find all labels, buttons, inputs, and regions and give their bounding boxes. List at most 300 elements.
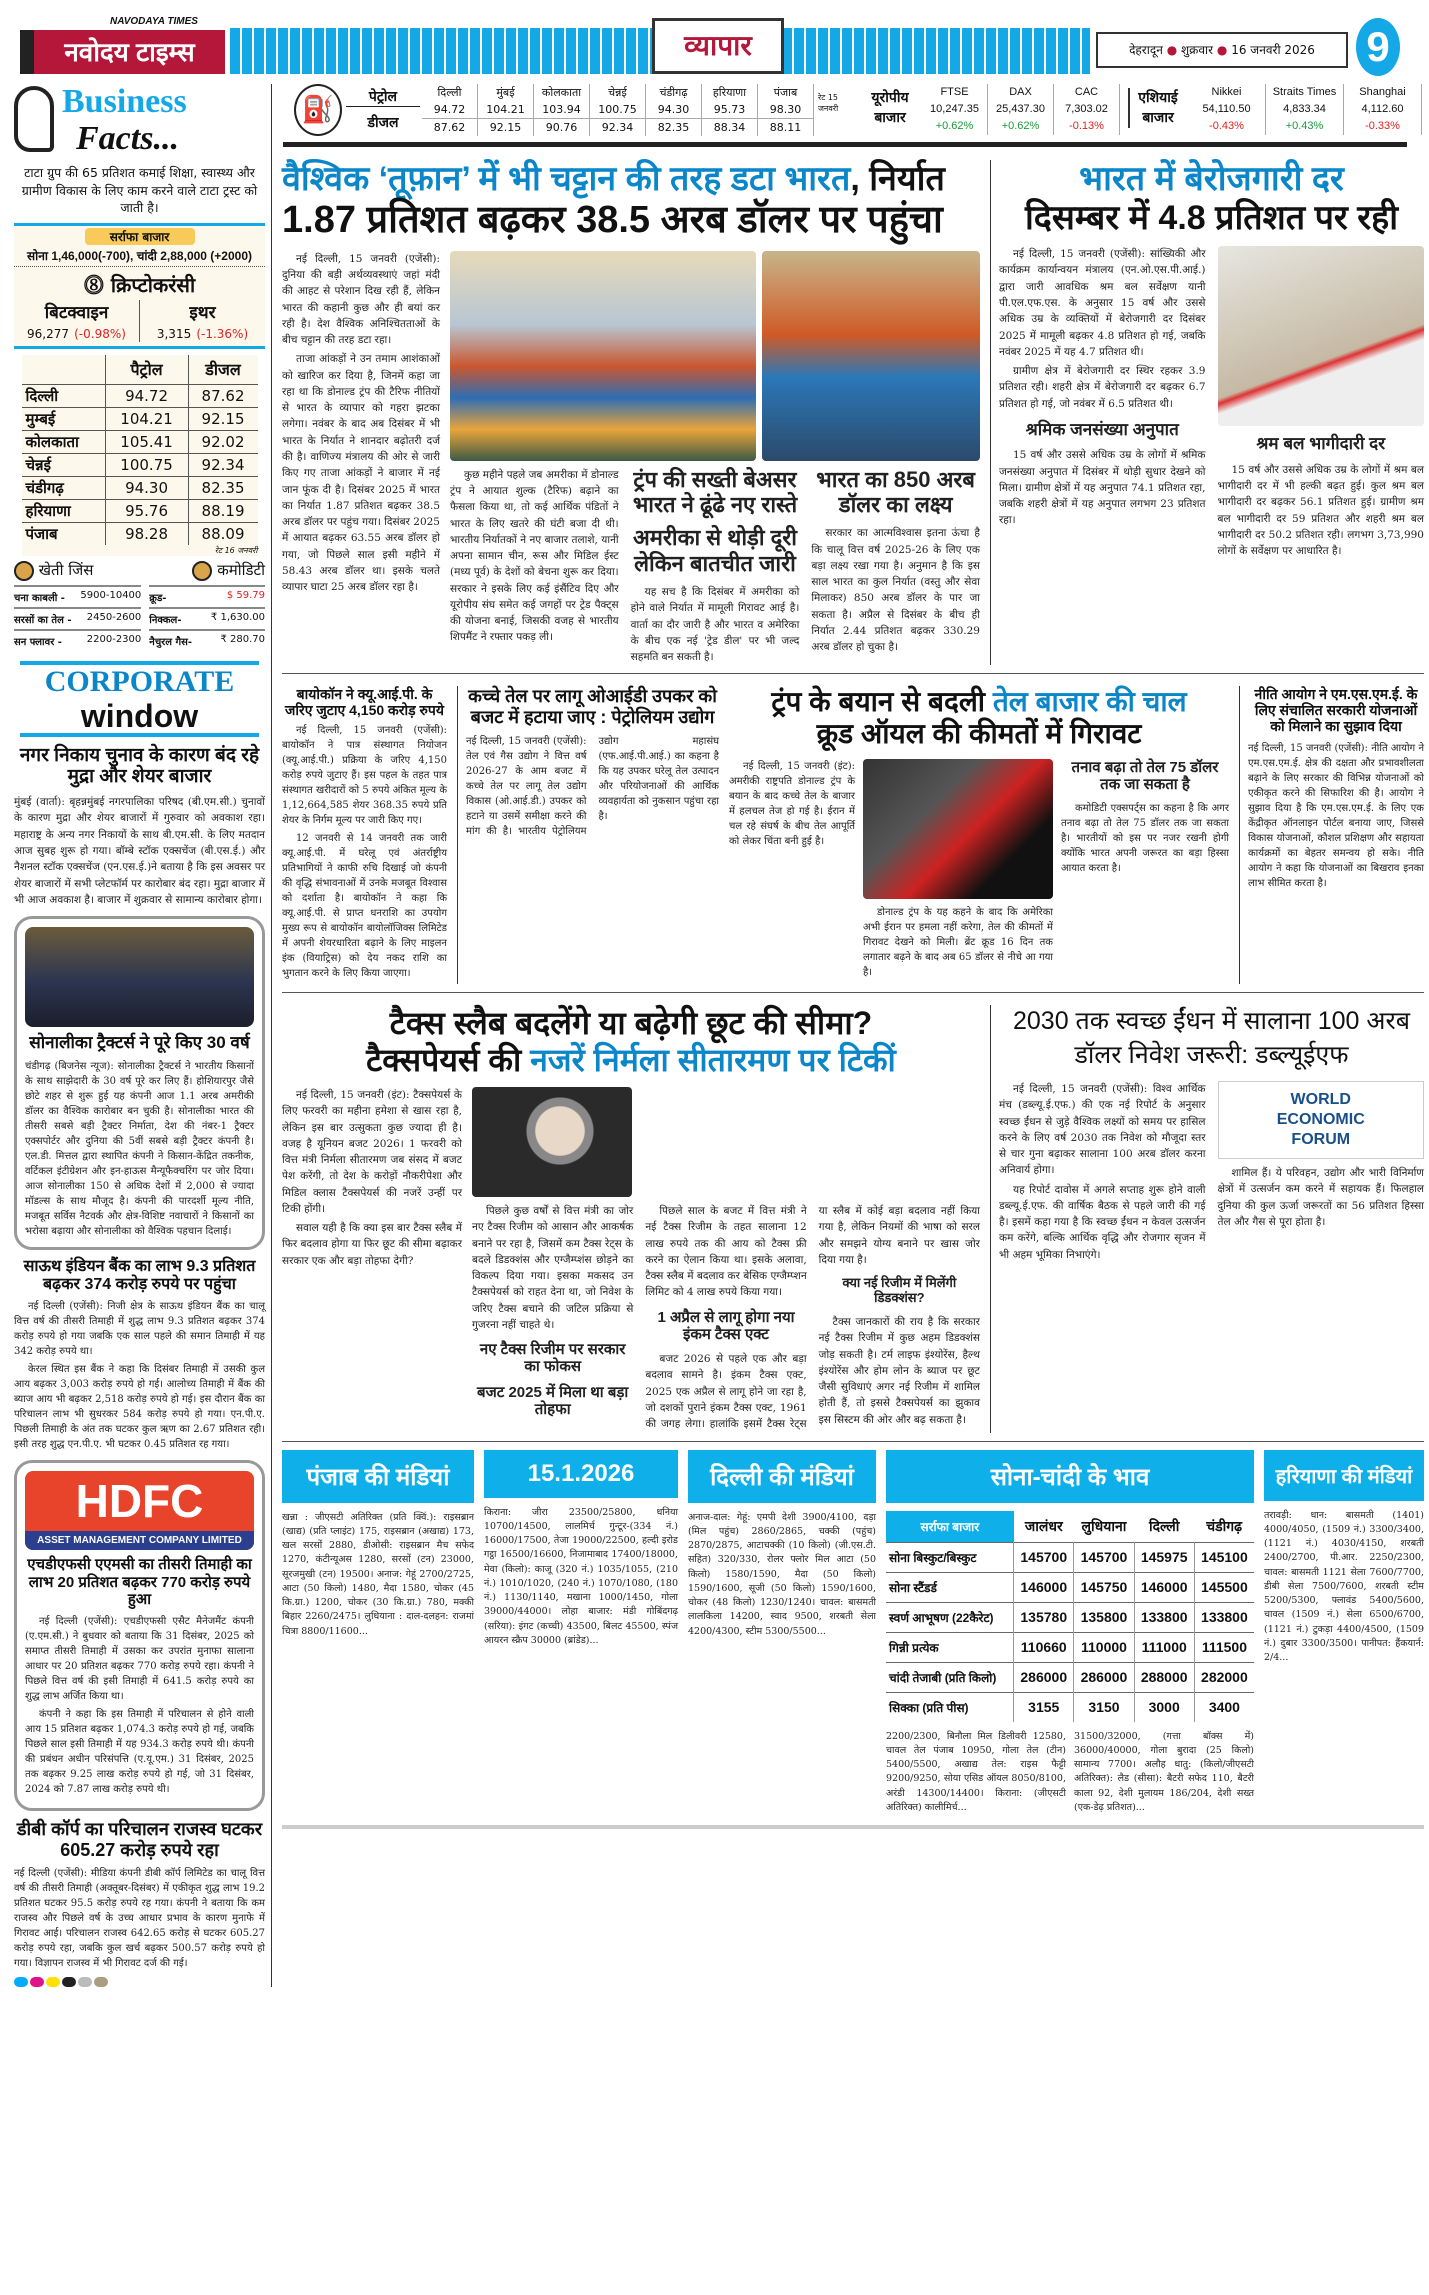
crypto-name: इथर [189,302,216,323]
story-body: यह सच है कि दिसंबर में अमरीका को होने वाले निर्यात में मामूली गिरावट आई है। वार्ता का दौर जारी है और भारत व अमेरिका के बीच एक नई 'ट्रेड डील' पर भी जल्द सहमति बन सकती है। [630,585,800,664]
gold-rate: 3400 [1194,1692,1254,1722]
index-name: CAC [1074,86,1099,98]
city: देहरादून [1129,43,1163,57]
commodity-name: नैचुरल गैस- [149,636,193,648]
ticker-diesel-price: 92.15 [489,121,522,134]
crude-body-col1 [729,759,855,983]
story-body: नई दिल्ली, 15 जनवरी (इंट): अमरीकी राष्ट्रपति डोनाल्ड ट्रंप के बयान के बाद कच्चे तेल के बाजार में हलचल तेज हो गई है। ईरान में चल रहे संघर्ष के बीच तेल आपूर्ति को लेकर चिंता बनी हुई है। [729,760,855,847]
story-headline: सोनालीका ट्रैक्टर्स ने पूरे किए 30 वर्ष [29,1033,250,1053]
subheading: क्या नई रिजीम में मिलेंगी डिडक्शंस? [842,1275,957,1306]
gold-table-header [886,1511,1254,1543]
ticker-city-name: कोलकाता [541,86,582,99]
fuel-note-row [22,545,258,556]
day: शुक्रवार [1181,43,1214,57]
masthead [20,16,1410,78]
european-market-label: यूरोपीय बाजार [871,90,909,126]
index-change: -0.43% [1209,120,1244,132]
gold-rate: 3000 [1134,1692,1194,1722]
haryana-mandi-text: तरावड़ी: धान: बासमती (1401) 4000/4050, (1509 नं.) 3300/3400, (1121 नं.) 4030/4150, शरबती 2400/2700, पी.आर. 2250/2300, चावल: बासमती 1121 सेला 7600/7700, डीबी सेला 7500/7600, शरबती स्टीम 5200/5300, फ्लावंड 5400/5600, चावल (1509 नं.) सेला 6500/6700, (1121 नं.) टुकड़ा 4400/4500, (1509 नं.) दुबार 3300/3500। पानीपत: हैंकयार्न: 2/4... [1264,1509,1424,1663]
story-body: 15 वर्ष और उससे अधिक उम्र के लोगों में श्रम बल भागीदारी दर में भी हल्की बढ़त हुई। कुल श्रम बल भागीदारी दर बढ़कर 56.1 प्रतिशत हुई। ग्रामीण श्रम बल भागीदारी दर 59 प्रतिशत और शहरी श्रम बल भागीदारी दर 50.2 प्रतिशत रही। लगभग 3,73,990 लोगों के सर्वेक्षण पर आधारित है। [1217,463,1424,558]
ticker-city [702,84,758,136]
story-body: नई दिल्ली, 15 जनवरी (एजेंसी): सांख्यिकी और कार्यक्रम कार्यान्वयन मंत्रालय (एन.ओ.एस.पी.आई.) द्वारा जारी आवधिक श्रम बल सर्वेक्षण यानी पी.एल.एफ.एस. के अनुसार 15 वर्ष और उससे अधिक उम्र के व्यक्तियों में बेरोजगारी दर दिसंबर 2025 में मामूली बढ़कर 4.8 प्रतिशत हो गई, जबकि नवंबर 2025 में यह 4.7 प्रतिशत थी। [999,248,1206,358]
unemployment-body [999,246,1424,559]
export-body-cols [450,467,980,666]
export-story [282,160,980,665]
index-name: Nikkei [1211,86,1242,98]
european-indices [922,84,1120,135]
sonalika-award-photo [25,927,254,1027]
cargo-ship-photo [762,251,980,461]
masthead-english-name: NAVODAYA TIMES [110,16,198,27]
fuel-city: चेन्नई [25,456,51,474]
fuel-table-row [22,523,258,546]
kheti-name: सन फ्लावर - [14,636,62,648]
wef-headline: 2030 तक स्वच्छ ईंधन में सालाना 100 अरब डॉलर निवेश जरूरी: डब्ल्यूईएफ [1013,1007,1410,1070]
mandi-section [282,1446,1424,1816]
port-containers-photo [450,251,756,461]
crypto-bitcoin [14,300,140,342]
index-name: Straits Times [1272,86,1337,98]
ticker-petrol-price: 100.75 [590,101,645,119]
south-indian-bank-story [14,1258,265,1453]
headline-black: , निर्यात [850,160,945,198]
index-name: DAX [1009,86,1032,98]
ticker-city [422,84,478,136]
index-item [1344,84,1422,135]
ticker-city-name: हरियाणा [712,86,747,99]
sarafa-label: सर्राफा बाजार [85,228,195,245]
story-body: ताजा आंकड़ों ने उन तमाम आशंकाओं को खारिज कर दिया है, जिनमें कहा जा रहा था कि डोनाल्ड ट्रंप की टैरिफ नीतियों से भारत के व्यापार को गहरा झटका लगेगा। नवंबर के बाद अब दिसंबर में भी भारत के निर्यात ने शानदार बढ़ोतरी दर्ज की है। वाणिज्य मंत्रालय की ओर से जारी किए गए ताजा आंकड़ों ने बाजार में नई जान फूंक दी है। दिसंबर 2025 में भारत का निर्यात 1.87 प्रतिशत बढ़कर 38.5 अरब डॉलर पर पहुंच गया। दिसंबर 2025 में आयात बढ़कर 63.55 अरब डॉलर हो गया, जो पिछले साल इसी महीने में 58.43 अरब डॉलर था। इसके चलते व्यापार घाटा 25 अरब डॉलर रहा है। [282,353,440,594]
kheti-price: 5900-10400 [80,589,142,601]
dollar-coin-icon: ⓼ [83,272,104,297]
index-value: 4,833.34 [1283,103,1326,115]
wef-logo-text: WORLD [1290,1090,1351,1108]
crude-oil-story [729,686,1229,984]
gold-rate: 145975 [1134,1542,1194,1572]
gold-rate: 135780 [1014,1602,1074,1632]
ticker-petrol-price: 94.30 [646,101,701,119]
hdfc-box [14,1460,265,1811]
gold-column-header: जालंधर [1024,1517,1063,1534]
fuel-table-row [22,431,258,454]
headline-line2: क्रूड ऑयल की कीमतों में गिरावट [816,718,1142,750]
fuel-icon-cell [22,355,106,385]
fuel-table-header [22,355,258,385]
ticker-diesel-price: 92.34 [601,121,634,134]
color-registration-marks [14,1977,265,1987]
fuel-price: 92.34 [188,454,257,477]
fuel-price: 88.19 [188,500,257,523]
ticker-city [590,84,646,136]
gold-item: सोना बिस्कुट/बिस्कुट [889,1550,977,1565]
wef-logo [1218,1081,1425,1159]
kheti-title [14,560,93,581]
story-body: पिछले कुछ वर्षों से वित्त मंत्री का जोर नए टैक्स रिजीम को आसान और आकर्षक बनाने पर रहा है, जिसमें कम टैक्स रेट्स के बदले डिडक्शंस और एग्जैम्प्शंस छोड़ने का विकल्प दिया गया। इसका मकसद उन टैक्सपेयर्स को राहत देना था, जो निवेश के जरिए टैक्स बचाने की जटिल प्रक्रिया से गुजरना नहीं चाहते थे। [472,1205,634,1331]
ticker-city-name: पंजाब [773,86,798,99]
subheading: तनाव बढ़ा तो तेल 75 डॉलर तक जा सकता है [1071,758,1219,793]
ticker-city-name: मुंबई [496,86,515,99]
top-section [282,152,1424,674]
story-body: बजट 2026 से पहले एक और बड़ा बदलाव सामने है। इंकम टैक्स एक्ट, 2025 एक अप्रैल से लागू होने जा रहा है, जो दशकों पुराने इंकम टैक्स एक्ट, 1961 की जगह लेगा। हालांकि इसमें टैक्स रेट्स या स्लैब में कोई बड़ा बदलाव नहीं किया गया है, लेकिन नियमों की भाषा को सरल और समझने योग्य बनाने पर खास जोर दिया गया है। [645,1205,980,1431]
wheat-badge-icon [192,561,212,581]
fuel-note: रेट 16 जनवरी [214,546,258,555]
delhi-mandi-text: अनाज-दाल: गेहूं: एमपी देशी 3900/4100, दड़ा (मिल पहुंच) 2860/2865, चक्की (पहुंच) 2870/2875, आटाचक्की (10 किलो) (जी.एस.टी. सहित) 320/330, रोलर फ्लोर मिल आटा (50 किलो) 1580/1590, मैदा (50 किलो) 1590/1600, सूजी (50 किलो) 1590/1600, चोकर (48 किलो) 1230/1240। चावल: बासमती लालकिला 14200, स्वाद 9500, शरबती सेला 4200/4300, स्टीम 5300/5500... [688,1511,876,1637]
headline-blue: नजरें निर्मला सीतारमण पर टिकीं [530,1042,896,1079]
crude-oil-barrels-photo [863,759,1053,899]
story-body: नई दिल्ली, 15 जनवरी (एजेंसी): नीति आयोग ने एम.एस.एम.ई. क्षेत्र की दक्षता और प्रभावशीलता बढ़ाने के लिए सरकार की विभिन्न योजनाओं को एकीकृत करने की सिफारिश की है। आयोग ने सुझाव दिया है कि एम.एस.एम.ई. के लिए एक केंद्रीकृत ऑनलाइन पोर्टल बनाया जाए, जिससे विकास योजनाओं, कौशल प्रशिक्षण और सहायता कार्यक्रमों का बेहतर समन्वय हो सके। नीति आयोग ने कहा कि योजनाओं का बिखराव इनका लाभ सीमित करता है। [1248,742,1424,889]
facts-subtitle: Facts... [76,120,179,157]
fact-text: टाटा ग्रुप की 65 प्रतिशत कमाई शिक्षा, स्वास्थ्य और ग्रामीण विकास के लिए काम करने वाले टाटा ट्रस्ट को जाती है। [21,165,258,215]
sarafa-rates: सोना 1,46,000(-700), चांदी 2,88,000 (+2000) [14,247,265,267]
gold-table-row [886,1572,1254,1602]
subheading: ट्रंप की सख्ती बेअसर भारत ने ढूंढे नए रास्ते [632,466,798,518]
index-change: -0.13% [1069,120,1104,132]
subheading: 1 अप्रैल से लागू होगा नया इंकम टैक्स एक्ट [657,1308,795,1343]
wef-story [990,1005,1424,1432]
fuel-city: मुम्बई [25,410,56,428]
ticker-diesel-price: 90.76 [545,121,578,134]
fuel-city: दिल्ली [25,387,59,405]
gold-column-header: लुधियाना [1081,1517,1127,1534]
headline-line2: दिसम्बर में 4.8 प्रतिशत पर रही [1024,199,1399,238]
fuel-table-row [22,454,258,477]
story-body: टैक्स जानकारों की राय है कि सरकार नई टैक्स रिजीम में कुछ अहम डिडक्शंस जोड़ सकती है। टर्म लाइफ इंश्योरेंस, हैल्थ इंश्योरेंस और होम लोन के ब्याज पर छूट जैसी सुविधाएं अगर नई रिजीम में शामिल होती हैं, तो इससे टैक्सपेयर्स का झुकाव इस सिस्टम की ओर और बढ़ सकता है। [818,1316,980,1426]
index-value: 4,112.60 [1361,103,1404,115]
gold-column-header: सर्राफा बाजार [886,1511,1014,1543]
delhi-mandi-header: दिल्ली की मंडियां [688,1450,876,1503]
punjab-mandi [282,1450,474,1816]
fuel-table-row [22,385,258,408]
ticker-diesel-price: 88.34 [713,121,746,134]
ticker-diesel-price: 88.11 [769,121,802,134]
gold-rate: 145100 [1194,1542,1254,1572]
ticker-petrol-price: 95.73 [702,101,757,119]
gold-column-header: चंडीगढ़ [1206,1517,1243,1534]
tax-body-col1 [282,1087,462,1432]
story-body: नई दिल्ली, 15 जनवरी (इंट): टैक्सपेयर्स के लिए फरवरी का महीना हमेशा से खास रहा है, लेकिन इस बार उत्सुकता कुछ ज्यादा ही है। वजह है यूनियन बजट 2026। 1 फरवरी को वित्त मंत्री निर्मला सीतारमण जब संसद में बजट पेश करेंगी, तो देश के करोड़ों नौकरीपेशा और मिडिल क्लास टैक्सपेयर्स की नजरें उन्हीं पर टिकी होंगी। [282,1089,462,1215]
index-item [1188,84,1266,135]
fuel-price: 104.21 [105,408,188,431]
story-headline: नगर निकाय चुनाव के कारण बंद रहे मुद्रा और शेयर बाजार [19,744,260,788]
gold-rate: 110000 [1074,1632,1134,1662]
head-silhouette-icon [14,86,54,152]
asian-indices [1188,84,1422,135]
gold-table-row [886,1542,1254,1572]
kheti-price: 2200-2300 [86,633,142,645]
ticker-diesel-price: 87.62 [433,121,466,134]
market-ticker [290,84,1425,138]
corporate-title: CORPORATE [44,664,235,698]
crypto-change: (-1.36%) [196,326,249,341]
story-headline: कच्चे तेल पर लागू ओआईडी उपकर को बजट में हटाया जाए : पेट्रोलियम उद्योग [468,686,717,727]
headline-blue: वैश्विक ‘तूफ़ान’ में भी चट्टान की तरह डटा भारत [282,160,851,198]
ticker-fuel-note: रेट 15 जनवरी [818,93,839,113]
gold-item: चांदी तेजाबी (प्रति किलो) [889,1670,997,1685]
section-text: व्यापार [684,30,752,61]
index-change: +0.62% [1001,120,1040,132]
index-value: 54,110.50 [1202,103,1251,115]
gold-rate: 110660 [1014,1632,1074,1662]
haryana-mandi-header: हरियाणा की मंडियां [1264,1450,1424,1501]
gold-rate: 145700 [1014,1542,1074,1572]
tax-section [282,997,1424,1441]
story-body: 12 जनवरी से 14 जनवरी तक जारी क्यू.आई.पी. में घरेलू एवं अंतर्राष्ट्रीय प्रतिभागियों ने काफी रुचि दिखाई जो कंपनी की वृद्धि संभावनाओं में उनके मजबूत विश्वास को दर्शाता है। बायोकॉन ने कहा कि क्यू.आई.पी. से प्राप्त धनराशि का उपयोग मुख्य रूप से बायोकॉन बायोलॉजिक्स लिमिटेड में अपनी शेयरधारिता बढ़ाने के लिए माइलन इंक (वियाट्रिस) को देय नकद राशि का भुगतान करने के लिए किया जाएगा। [282,833,447,980]
hdfc-amc-logo [25,1471,254,1550]
story-body: मुंबई (वार्ता): बृहन्नमुंबई नगरपालिका परिषद (बी.एम.सी.) चुनावों के कारण मुद्रा और शेयर बाजारों में गुरुवार को अवकाश रहा। महाराष्ट्र के अन्य नगर निकायों के साथ बी.एम.सी. के लिए मतदान आज सुबह शुरू हो गया। बॉम्बे स्टॉक एक्सचेंज (बी.एस.ई.) और नैशनल स्टॉक एक्सचेंज (एन.एस.ई.)ने बताया है कि इस अवसर पर शेयर बाजारों में सभी प्लेटफॉर्म पर कारोबार बंद रहा। मुद्रा बाजार में भी आज अवकाश है। बाजार में शुक्रवार से सामान्य कारोबार होगा। [14,796,265,906]
fuel-price: 88.09 [188,523,257,546]
gold-item: स्वर्ण आभूषण (22कैरेट) [889,1610,994,1625]
fuel-price: 100.75 [105,454,188,477]
index-name: FTSE [940,86,969,98]
headline-line1: टैक्स स्लैब बदलेंगे या बढ़ेगी छूट की सीमा? [389,1005,873,1042]
punjab-mandi-header: पंजाब की मंडियां [282,1450,474,1503]
index-value: 7,303.02 [1065,103,1108,115]
index-item [922,84,988,135]
gold-table-row [886,1602,1254,1632]
headline-line2: 1.87 प्रतिशत बढ़कर 38.5 अरब डॉलर पर पहुंचा [282,199,943,242]
kheti-commodity [14,560,265,651]
gold-column-header: दिल्ली [1148,1517,1180,1534]
tax-story [282,1005,980,1432]
fuel-city: कोलकाता [25,433,79,451]
story-body: नई दिल्ली (एजेंसी): एचडीएफसी एसैट मैनेजमैंट कंपनी (ए.एम.सी.) ने बुधवार को बताया कि 31 दिसंबर, 2025 को समाप्त तीसरी तिमाही में उसका कर उपरांत मुनाफा सालाना आधार पर 20 प्रतिशत बढ़कर 770 करोड़ रुपये रहा। कंपनी ने पिछले वित्त वर्ष की इसी तिमाही में 641.5 करोड़ रुपये का शुद्ध लाभ अर्जित किया था। [25,1616,254,1703]
unemployment-chart-photo [1218,246,1425,426]
niti-aayog-story [1239,686,1424,984]
story-body: सवाल यही है कि क्या इस बार टैक्स स्लैब में फिर बदलाव होगा या फिर छूट की सीमा बढ़ाकर सरकार एक और बड़ा तोहफा देगी? [282,1222,462,1267]
crypto-ether [140,300,265,342]
date: 16 जनवरी 2026 [1231,43,1315,57]
story-body: केरल स्थित इस बैंक ने कहा कि दिसंबर तिमाही में उसकी कुल आय बढ़कर 3,003 करोड़ रुपये हो गई। आलोच्य तिमाही में बैंक की ब्याज आय भी बढ़कर 2,518 करोड़ रुपये हो गई। इस दौरान बैंक का परिचालन लाभ भी सुधरकर 584 करोड़ रुपये हो गया। एन.पी.ए. पिछली तिमाही के अंत तक घटकर कुल ऋण का 2.67 प्रतिशत रही। इसी तरह शुद्ध एन.पी.ए. भी घटकर 0.45 प्रतिशत रह गया। [14,1364,265,1451]
corporate-window-banner [20,661,259,737]
hdfc-logo-subtext: ASSET MANAGEMENT COMPANY LIMITED [25,1531,254,1550]
gold-item: सोना स्टैंडर्ड [889,1580,937,1595]
date-header: 15.1.2026 [484,1450,678,1498]
kheti-row [14,585,141,607]
story-body: डोनाल्ड ट्रंप के यह कहने के बाद कि अमेरिका अभी ईरान पर हमला नहीं करेगा, तेल की कीमतों में गिरावट देखने को मिली। ब्रेंट क्रूड 16 दिन तक लगातार बढ़ने के बाद अब 65 डॉलर से नीचे आ गया है। [863,906,1053,978]
story-headline: एचडीएफसी एएमसी का तीसरी तिमाही का लाभ 20 प्रतिशत बढ़कर 770 करोड़ रुपये हुआ [27,1556,252,1608]
fuel-city: पंजाब [25,525,58,543]
fuel-price-table [22,355,258,557]
gold-item: सिक्का (प्रति पीस) [889,1700,969,1715]
date-mandi-text: किराना: जीरा 23500/25800, धनिया 10700/14500, लालमिर्च गुन्टूर-(334 नं.) 16000/17500, तेजा 19000/22500, हल्दी इरोड गट्ठा 16500/16600, निजामाबाद 17400/18000, मेवा (किलो): काजू (320 नं.) 1035/1055, (210 नं.) 1010/1020, (240 नं.) 1070/1080, (180 नं.) 1130/1140, मखाना 1000/1450, गोला 39000/44000। लोहा बाजार: मंडी गोबिंदगढ़ (सरिया): इंगट (कच्ची) 43500, बिलट 45500, स्पंज आयरन स्क्रैप 30000 (ब्रांडेड)... [484,1506,678,1646]
commodity-price: ₹ 1,630.00 [210,611,265,623]
story-headline: नीति आयोग ने एम.एस.एम.ई. के लिए संचालित सरकारी योजनाओं को मिलाने का सुझाव दिया [1254,686,1418,735]
headline-black: ट्रंप के बयान से बदली [771,686,993,718]
ticker-diesel-price: 82.35 [657,121,690,134]
gold-rate: 286000 [1074,1662,1134,1692]
story-body: नई दिल्ली, 15 जनवरी (एजेंसी): विश्व आर्थिक मंच (डब्ल्यू.ई.एफ.) की एक नई रिपोर्ट के अनुसार स्वच्छ ईंधन से जुड़े वैश्विक लक्ष्यों को समय पर हासिल करने के लिए वर्ष 2030 तक निवेश को मौजूदा स्तर से चार गुना बढ़ाकर सालाना 100 अरब डॉलर करना अनिवार्य होगा। [999,1082,1206,1177]
gold-rate: 146000 [1014,1572,1074,1602]
commodity-row [149,607,265,629]
index-value: 10,247.35 [930,103,979,115]
biocon-story [282,686,447,984]
ticker-city [758,84,814,136]
subheading: नए टैक्स रिजीम पर सरकार का फोकस [479,1341,626,1376]
bottom-rule [282,1825,1424,1829]
story-body: नई दिल्ली (एजेंसी): मीडिया कंपनी डीबी कॉर्प लिमिटेड का चालू वित्त वर्ष की तीसरी तिमाही (अक्तूबर-दिसंबर) में एकीकृत शुद्ध लाभ 19.2 प्रतिशत घटकर 95.5 करोड़ रुपये रह गया। कंपनी ने बताया कि कम राजस्व और पिछले वर्ष के उच्च आधार प्रभाव के कारण मुनाफे में गिरावट आई। परिचालन राजस्व 642.65 करोड़ से घटकर 605.27 करोड़ रुपये रहा, जबकि कुल खर्च बढ़कर 500.57 करोड़ रुपये हो गया। विज्ञापन राजस्व में भी गिरावट दर्ज की गई। [14,1867,265,1969]
subheading: श्रमिक जनसंख्या अनुपात [1025,419,1179,439]
ticker-petrol-price: 104.21 [478,101,533,119]
fuel-price: 98.28 [105,523,188,546]
kheti-price: 2450-2600 [86,611,142,623]
subheading: बजट 2025 में मिला था बड़ा तोहफा [477,1383,629,1418]
gold-rate: 111000 [1134,1632,1194,1662]
story-body: 15 वर्ष और उससे अधिक उम्र के लोगों में श्रमिक जनसंख्या अनुपात में दिसंबर में थोड़ी सुधार देखने को मिला। ग्रामीण क्षेत्रों में यह अनुपात 74.1 प्रतिशत रहा, जबकि शहरी क्षेत्रों में यह अनुपात लगभग 23 प्रतिशत रहा। [999,449,1206,527]
export-headline [282,160,980,243]
sarafa-crypto-box [14,223,265,349]
date-mandi [484,1450,678,1816]
subheading: श्रम बल भागीदारी दर [1256,434,1386,454]
ticker-divider [283,142,1407,147]
unemployment-story [990,160,1424,665]
gold-rate: 3155 [1014,1692,1074,1722]
story-body: कुछ महीने पहले जब अमरीका में डोनाल्ड ट्रंप ने आयात शुल्क (टैरिफ) बढ़ाने का फैसला किया था, तो कई आर्थिक पंडितों ने भारत के लिए खतरे की घंटी बजा दी थी। भारतीय निर्यातकों ने नए बाजार तलाशे, यानी अपना सामान चीन, रूस और मिडिल ईस्ट (मध्य पूर्व) के देशों को बेचना शुरू कर दिया। सरकार ने इसके लिए कई इंसैंटिव दिए और यूरोपीय संघ समेत कई जगहों पर ट्रेड पैक्ट्स की योजना बनाई, जिसकी वजह से भारतीय शिपमैंट ने रफ्तार पकड़ ली। [450,468,619,644]
fuel-price: 95.76 [105,500,188,523]
gold-rate: 145700 [1074,1542,1134,1572]
story-body: नई दिल्ली (एजेंसी): निजी क्षेत्र के साऊथ इंडियन बैंक का चालू वित्त वर्ष की तीसरी तिमाही में शुद्ध लाभ 9.3 प्रतिशत बढ़कर 374 करोड़ रुपये हो गया जबकि एक साल पहले की समान तिमाही में यह 342 करोड़ रुपये था। [14,1301,265,1358]
story-body: कंपनी ने कहा कि इस तिमाही में परिचालन से होने वाली आय 15 प्रतिशत बढ़कर 1,074.3 करोड़ रुपये हो गई, जबकि पिछले साल इसी तिमाही में यह 934.3 करोड़ रुपये थी। कंपनी की प्रबंधन अधीन परिसंपत्ति (ए.यू.एम.) 31 दिसंबर, 2025 तक बढ़कर 9.25 लाख करोड़ रुपये हो गई, जो 31 दिसंबर, 2024 को 7.87 लाख करोड़ रुपये थी। [25,1709,254,1796]
gold-rate: 145500 [1194,1572,1254,1602]
story-body: नई दिल्ली, 15 जनवरी (एजेंसी): तेल एवं गैस उद्योग ने वित्त वर्ष 2026-27 के आम बजट में कच्चे तेल पर लागू तेल उद्योग विकास (ओ.आई.डी.) उपकर को हटाने या उसमें समीक्षा करने की मांग की है। भारतीय पेट्रोलियम उद्योग महासंघ (एफ.आई.पी.आई.) का कहना है कि यह उपकर घरेलू तेल उत्पादन और परियोजनाओं की आर्थिक व्यवहार्यता को नुकसान पहुंचा रहा है। [466,735,719,837]
gold-table-row [886,1662,1254,1692]
ticker-city [646,84,702,136]
fuel-price: 92.15 [188,408,257,431]
fuel-price: 94.72 [105,385,188,408]
wheat-badge-icon [14,561,34,581]
ticker-city [478,84,534,136]
headline-blue: तेल बाजार की चाल [992,686,1187,718]
commodity-price: $ 59.79 [226,589,265,601]
ticker-petrol-label: पेट्रोल [346,87,420,107]
gold-table-row [886,1632,1254,1662]
commodity-price: ₹ 280.70 [220,633,265,645]
oid-story [457,686,719,984]
main-area [282,152,1424,1829]
kheti-row [14,629,141,651]
fuel-table-row [22,477,258,500]
ticker-city-prices [422,84,814,136]
nagar-nikay-story [14,745,265,909]
crude-body-cols [863,905,1053,980]
haryana-mandi [1264,1450,1424,1816]
fuel-price: 94.30 [105,477,188,500]
gold-rate: 288000 [1134,1662,1194,1692]
business-facts [14,84,265,160]
db-corp-story [14,1819,265,1970]
sonalika-box [14,916,265,1250]
commodity-row [149,629,265,651]
left-sidebar [14,84,272,1987]
gold-rate: 145750 [1074,1572,1134,1602]
gold-silver-rates-table [886,1511,1254,1722]
export-body-col1 [282,251,440,666]
crude-oil-headline [729,686,1229,750]
second-section [282,678,1424,993]
kheti-row [14,607,141,629]
fuel-table-row [22,408,258,431]
ticker-petrol-price: 103.94 [534,101,589,119]
index-name: Shanghai [1359,86,1406,98]
window-title: window [80,697,199,734]
commodity-name: क्रूड- [149,592,167,604]
asian-market-label: एशियाई बाजार [1128,88,1186,128]
index-change: +0.43% [1285,120,1324,132]
tax-headline [282,1005,980,1079]
story-body: नई दिल्ली, 15 जनवरी (एजेंसी): दुनिया की बड़ी अर्थव्यवस्थाएं जहां मंदी की आहट से परेशान दिख रही हैं, लेकिन भारत की कहानी कुछ और ही बयां कर रही है। देश वैश्विक अनिश्चितताओं के बीच चट्टान की तरह डटा रहा। [282,252,440,347]
gold-rate: 135800 [1074,1602,1134,1632]
page-number: 9 [1356,18,1400,76]
fuel-city: हरियाणा [25,502,71,520]
story-body: चंडीगढ़ (बिजनेस न्यूज): सोनालीका ट्रैक्टर्स ने भारतीय किसानों के साथ साझेदारी के 30 वर्ष पूरे कर लिए हैं। होशियारपुर जैसे छोटे शहर से शुरू हुई यह कंपनी आज 1.1 अरब अमरीकी डॉलर का वैश्विक कारोबार बन चुकी है। सोनालीका भारत की तीसरी सबसे बड़ी ट्रैक्टर निर्माता, देश की नंबर-1 ट्रैक्टर एक्सपोर्टर और दुनिया की 5वीं सबसे बड़ी ट्रैक्टर कंपनी है। एल.डी. मित्तल द्वारा स्थापित कंपनी ने किसान-केंद्रित तकनीक, वर्टिकल इंटीग्रेशन और इन-हाऊस मैन्यूफैक्चरिंग पर जोर दिया। आज सोनालीका 150 से अधिक देशों में 2,000 से ज्यादा मॉडल्स के साथ मौजूद है। कंपनी की पारदर्शी मूल्य नीति, मजबूत सर्विस नैटवर्क और क्षेत्र-विशिष्ट नवाचारों ने किसानों का भरोसा बढ़ाया और सोनालीका को वैश्विक पहचान दिलाई। [25,1060,254,1237]
headline-black: टैक्सपेयर्स की [366,1042,531,1079]
commodity-name: निक्कल- [149,614,182,626]
facts-title: Business [62,83,187,120]
story-headline: बायोकॉन ने क्यू.आई.पी. के जरिए जुटाए 4,150 करोड़ रुपये [285,686,444,719]
gold-rate: 133800 [1134,1602,1194,1632]
subheading: भारत का 850 अरब डॉलर का लक्ष्य [816,466,975,518]
index-item [1266,84,1344,135]
ticker-city [534,84,590,136]
crypto-value: 3,315 [156,326,192,341]
fuel-price: 105.41 [105,431,188,454]
nirmala-sitharaman-photo [472,1087,632,1197]
kheti-name: सरसों का तेल - [14,614,72,626]
commodity-title [192,560,265,581]
fuel-price: 87.62 [188,385,257,408]
fuel-city: चंडीगढ़ [25,479,64,497]
spacer [105,545,188,556]
crude-body-col3 [1061,759,1229,983]
ticker-petrol-price: 94.72 [422,101,477,119]
gold-text-2: 31500/32000, (गत्ता बॉक्स में) 36000/40000, गोला बुरादा (25 किलो) सामान्य 7700। अलौह धातु: (किलो/जीएसटी अतिरिक्त): लैड (सीसा): बैटरी सफेद 110, बैटरी काला 92, देशी मुलायम 186/204, देशी सख्त (एक-डेढ़ प्रतिशत)... [1074,1730,1254,1813]
index-value: 25,437.30 [996,103,1045,115]
ticker-diesel-label: डीजल [367,115,399,131]
fuel-column-header: पैट्रोल [105,355,188,385]
gold-silver-section [886,1450,1254,1816]
fuel-table-row [22,500,258,523]
crypto-change: (-0.98%) [74,326,126,341]
wef-body [999,1081,1424,1263]
index-change: -0.33% [1365,120,1400,132]
fuel-price: 92.02 [188,431,257,454]
story-body: सरकार का आत्मविश्वास इतना ऊंचा है कि चालू वित्त वर्ष 2025-26 के लिए एक बड़ा लक्ष्य रखा गया है। अनुमान है कि इस साल भारत का कुल निर्यात (वस्तु और सेवा मिलाकर) 850 अरब डॉलर के पार जा सकता है। अप्रैल से दिसंबर के बीच ही निर्यात 2.44 प्रतिशत बढ़कर 330.29 अरब डॉलर हो चुका है। [811,527,980,654]
headline-blue: भारत में बेरोजगारी दर [1079,160,1344,198]
gold-rate: 3150 [1074,1692,1134,1722]
wef-logo-text: FORUM [1291,1130,1351,1148]
story-headline: साऊथ इंडियन बैंक का लाभ 9.3 प्रतिशत बढ़कर 374 करोड़ रुपये पर पहुंचा [23,1257,256,1293]
gold-table-row [886,1692,1254,1722]
gold-item: गिन्नी प्रत्येक [889,1640,939,1655]
index-item [988,84,1054,135]
crypto-value: 96,277 [27,326,70,341]
crypto-name: बिटक्वाइन [44,302,109,323]
gold-rate: 286000 [1014,1662,1074,1692]
commodity-row [149,585,265,607]
gold-rate: 282000 [1194,1662,1254,1692]
index-change: +0.62% [935,120,974,132]
wef-logo-text: ECONOMIC [1276,1110,1365,1128]
gold-text-1: 2200/2300, बिनौला मिल डिलीवरी 12580, चावल तेल पंजाब 10950, गोला तेल (टीन) 5400/5500, अखाद्य तेल: राइस फैट्टी 9200/9250, सोया एसिड ऑयल 8050/8100, अरंडी 14300/14400। किराना: (जीएसटी अतिरिक्त) कालीमिर्च... [886,1730,1066,1813]
fuel-price: 82.35 [188,477,257,500]
unemployment-headline [999,160,1424,238]
story-headline: डीबी कॉर्प का परिचालन राजस्व घटकर 605.27 करोड़ रुपये रहा [16,1819,263,1860]
punjab-mandi-text: खन्ना : जीएसटी अतिरिक्त (प्रति क्विं.): राइसब्रान (खाद्य) (प्रति प्लाइंट) 175, राइसब्रान (अखाद्य) 173, खल सरसों 2880, डीओसी: राइसब्रान मैच सफेद 1270, कंटीन्यूअस 1280, सरसों (टन) 23000, सूरजमुखी (टन) 19500। अनाज: गेहूं 2700/2725, आटा (50 किलो) 1480, मैदा 1580, चोकर (45 कि.ग्रा.) 1200, चोकर (30 कि.ग्रा.) 780, मक्की बिहार 2260/2475। लुधियाना : दाल-दलहन: राजमां चित्रा 8800/11600... [282,1511,474,1637]
story-body: ग्रामीण क्षेत्र में बेरोजगारी दर स्थिर रहकर 3.9 प्रतिशत रही। शहरी क्षेत्र में बेरोजगारी दर बढ़कर 6.7 प्रतिशत हो गई, जो नवंबर में 6.5 प्रतिशत थी। [999,365,1206,410]
story-body: कमोडिटी एक्सपर्ट्स का कहना है कि अगर तनाव बढ़ा तो तेल 75 डॉलर तक जा सकता है। भारतीयों को इस पर नजर रखनी होगी क्योंकि भारत अपनी जरूरत का बड़ा हिस्सा आयात करता है। [1061,803,1229,875]
index-item [1054,84,1120,135]
ticker-petrol-price: 98.30 [758,101,813,119]
gold-rate: 133800 [1194,1602,1254,1632]
